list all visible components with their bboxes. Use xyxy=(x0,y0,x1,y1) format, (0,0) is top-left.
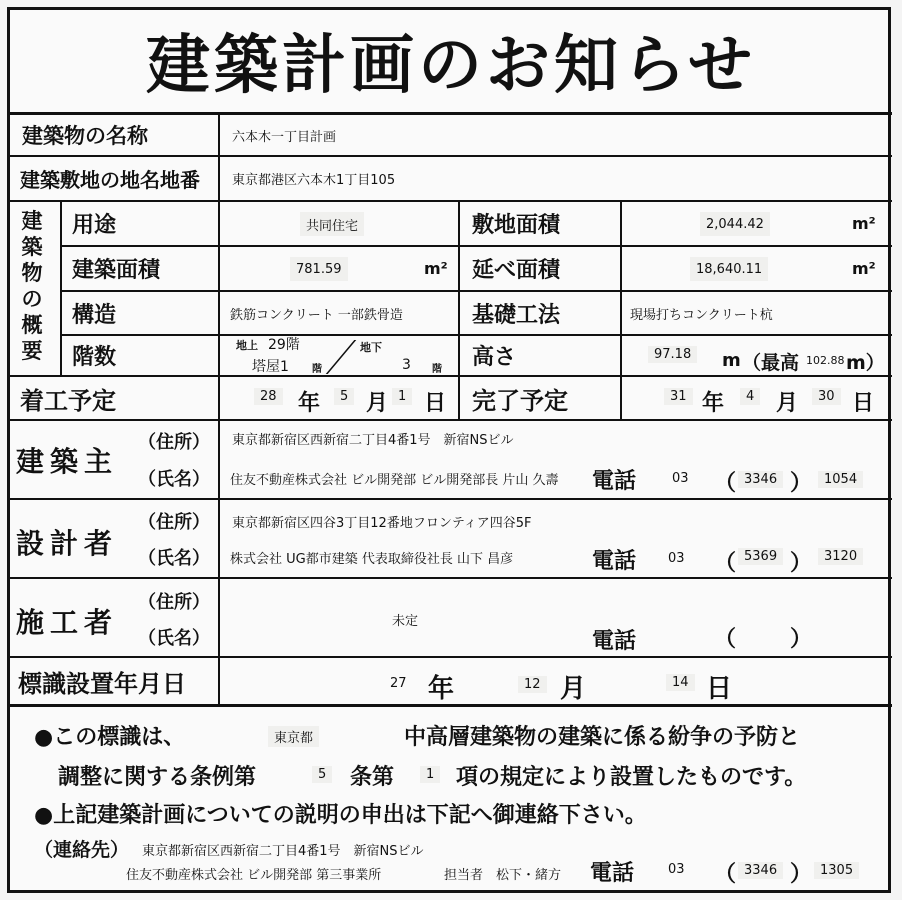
finish-day: 30 xyxy=(812,388,841,405)
designer-addr-label: （住所） xyxy=(138,512,210,533)
start-label: 着工予定 xyxy=(20,386,116,415)
contractor-person-label: （氏名） xyxy=(138,628,210,649)
designer-tel-1: 03 xyxy=(668,551,685,566)
site-area-unit: m² xyxy=(852,213,876,233)
sign-title: 建築計画のお知らせ xyxy=(145,29,757,103)
structure-label: 構造 xyxy=(72,302,117,328)
name-label: 建築物の名称 xyxy=(22,124,148,148)
floors-tower: 塔屋1 xyxy=(252,359,289,375)
building-area-unit: m² xyxy=(424,258,448,278)
use-label: 用途 xyxy=(72,213,117,238)
divider xyxy=(10,498,892,500)
year-char: 年 xyxy=(428,674,455,704)
designer-tel-3: 3120 xyxy=(818,548,863,565)
notice-paragraph: 1 xyxy=(420,766,440,783)
height-max-label: （最高 xyxy=(742,352,800,374)
month-char: 月 xyxy=(776,391,799,416)
divider xyxy=(620,200,622,419)
divider xyxy=(218,112,220,706)
floor-area-value: 18,640.11 xyxy=(690,257,768,281)
owner-tel-1: 03 xyxy=(672,471,689,486)
phone-label: 電話 xyxy=(590,861,635,886)
foundation-value: 現場打ちコンクリート杭 xyxy=(630,307,773,323)
notice-line-2e: 項の規定により設置したものです。 xyxy=(456,765,807,790)
day-char: 日 xyxy=(706,674,733,704)
divider xyxy=(458,200,460,419)
owner-tel-2: 3346 xyxy=(738,471,783,488)
name-value: 六本木一丁目計画 xyxy=(232,129,337,145)
designer-tel-2: 5369 xyxy=(738,548,783,565)
start-year: 28 xyxy=(254,388,283,405)
height-value: 97.18 xyxy=(648,346,697,363)
contact-person: 担当者 松下・緒方 xyxy=(444,868,562,883)
divider xyxy=(10,419,892,421)
notice-article: 5 xyxy=(312,766,332,783)
site-area-value: 2,044.42 xyxy=(700,212,770,236)
contact-tel-2: 3346 xyxy=(738,862,783,879)
owner-name: 住友不動産株式会社 ビル開発部 ビル開発部長 片山 久壽 xyxy=(230,473,559,488)
paren-close: ） xyxy=(790,551,813,576)
foundation-label: 基礎工法 xyxy=(472,302,561,328)
designer-label: 設計者 xyxy=(16,527,119,560)
paren-close: ） xyxy=(790,627,813,652)
owner-label: 建築主 xyxy=(16,445,119,478)
contact-org: 住友不動産株式会社 ビル開発部 第三事業所 xyxy=(126,868,382,883)
overview-label: 建 築 物 の 概 要 xyxy=(21,209,43,363)
divider xyxy=(10,656,892,658)
site-area-label: 敷地面積 xyxy=(472,213,561,238)
finish-label: 完了予定 xyxy=(472,386,568,415)
contractor-addr-label: （住所） xyxy=(138,592,210,613)
designer-person-label: （氏名） xyxy=(138,548,210,569)
building-area-value: 781.59 xyxy=(290,257,348,281)
paren-close: ） xyxy=(790,862,813,887)
floor-area-label: 延べ面積 xyxy=(472,258,561,283)
height-unit: m xyxy=(722,350,741,371)
floors-below-value: 3 xyxy=(402,357,411,373)
floors-tower-unit: 階 xyxy=(312,364,322,375)
paren-open: （ xyxy=(714,551,737,576)
month-char: 月 xyxy=(560,674,587,704)
owner-tel-3: 1054 xyxy=(818,471,863,488)
finish-year: 31 xyxy=(664,388,693,405)
height-label: 高さ xyxy=(472,345,517,370)
notice-line-3: ●上記建築計画についての説明の申出は下記へ御連絡下さい。 xyxy=(34,803,647,828)
paren-open: （ xyxy=(714,627,737,652)
owner-person-label: （氏名） xyxy=(138,469,210,490)
owner-address: 東京都新宿区西新宿二丁目4番1号 新宿NSビル xyxy=(232,433,514,448)
notice-line-2c: 条第 xyxy=(350,765,395,790)
floor-area-unit: m² xyxy=(852,258,876,278)
phone-label: 電話 xyxy=(592,469,637,494)
finish-month: 4 xyxy=(740,388,760,405)
notice-authority: 東京都 xyxy=(268,726,319,747)
contractor-value: 未定 xyxy=(392,614,419,629)
day-char: 日 xyxy=(852,391,875,416)
start-month: 5 xyxy=(334,388,354,405)
phone-label: 電話 xyxy=(592,629,637,654)
year-char: 年 xyxy=(702,391,725,416)
sign-month: 12 xyxy=(518,676,547,693)
floors-label: 階数 xyxy=(72,345,117,370)
sign-date-label: 標識設置年月日 xyxy=(18,670,186,698)
height-max-unit: m） xyxy=(846,352,885,374)
floors-below-label: 地下 xyxy=(360,341,382,354)
month-char: 月 xyxy=(366,391,389,416)
sign-day: 14 xyxy=(666,674,695,691)
divider xyxy=(60,200,62,375)
designer-name: 株式会社 UG都市建築 代表取締役社長 山下 昌彦 xyxy=(230,552,514,567)
use-value: 共同住宅 xyxy=(300,212,364,236)
contact-tel-3: 1305 xyxy=(814,862,859,879)
building-area-label: 建築面積 xyxy=(72,258,161,283)
contact-label: （連絡先） xyxy=(34,839,130,861)
height-max-value: 102.88 xyxy=(806,354,845,367)
paren-close: ） xyxy=(790,471,813,496)
floors-above-value: 29階 xyxy=(268,337,300,353)
floors-below-unit: 階 xyxy=(432,364,442,375)
designer-address: 東京都新宿区四谷3丁目12番地フロンティア四谷5F xyxy=(232,516,532,531)
owner-addr-label: （住所） xyxy=(138,432,210,453)
start-day: 1 xyxy=(392,388,412,405)
contact-tel-1: 03 xyxy=(668,862,685,877)
site-label: 建築敷地の地名地番 xyxy=(20,168,200,192)
floors-above-label: 地上 xyxy=(236,339,258,352)
notice-line-1c: 中高層建築物の建築に係る紛争の予防と xyxy=(404,725,801,750)
divider xyxy=(10,577,892,579)
phone-label: 電話 xyxy=(592,549,637,574)
paren-open: （ xyxy=(714,862,737,887)
notice-line-2a: 調整に関する条例第 xyxy=(58,765,257,790)
contact-address: 東京都新宿区西新宿二丁目4番1号 新宿NSビル xyxy=(142,844,424,859)
site-value: 東京都港区六本木1丁目105 xyxy=(232,173,396,188)
contractor-label: 施工者 xyxy=(16,606,119,639)
day-char: 日 xyxy=(424,391,447,416)
paren-open: （ xyxy=(714,471,737,496)
structure-value: 鉄筋コンクリート 一部鉄骨造 xyxy=(230,307,403,323)
sign-year: 27 xyxy=(390,676,407,691)
year-char: 年 xyxy=(298,391,321,416)
notice-line-1a: ●この標識は、 xyxy=(34,725,186,750)
